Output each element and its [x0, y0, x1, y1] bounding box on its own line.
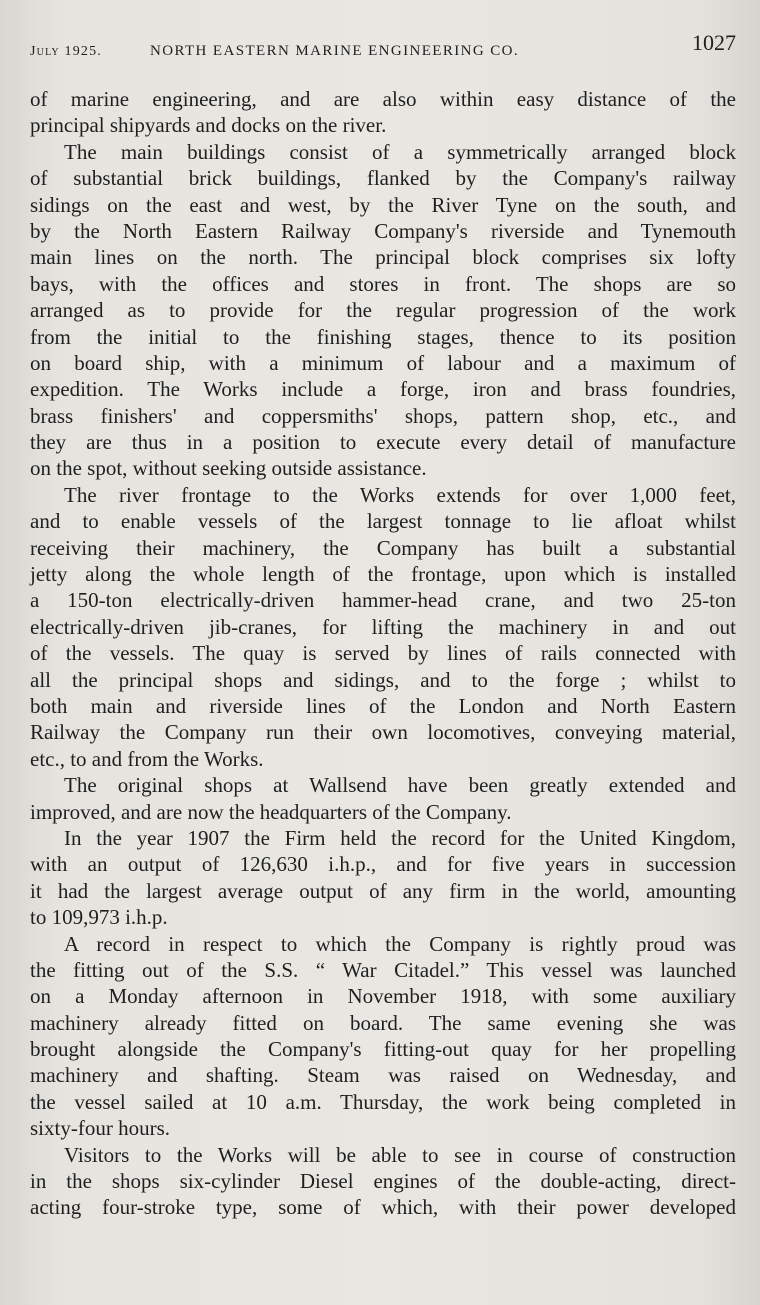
- header-title: NORTH EASTERN MARINE ENGINEERING CO.: [150, 43, 520, 59]
- body-text: [30, 86, 736, 1221]
- text-line: all the principal shops and sidings, and to the forge ; whilst to: [30, 667, 736, 692]
- text-line: The original shops at Wallsend have been greatly extended and: [64, 773, 736, 798]
- text-line: principal shipyards and docks on the river.: [30, 113, 387, 138]
- text-line: of substantial brick buildings, flanked by the Company's railway: [30, 166, 736, 191]
- text-line: sidings on the east and west, by the River Tyne on the south, and: [30, 192, 736, 217]
- text-line: both main and riverside lines of the London and North Eastern: [30, 693, 736, 718]
- text-line: Railway the Company run their own locomotives, conveying material,: [30, 720, 736, 745]
- text-line: with an output of 126,630 i.h.p., and for five years in succession: [30, 852, 736, 877]
- text-line: brass finishers' and coppersmiths' shops, pattern shop, etc., and: [30, 403, 736, 428]
- text-line: arranged as to provide for the regular progression of the work: [30, 298, 736, 323]
- text-line: and to enable vessels of the largest tonnage to lie afloat whilst: [30, 509, 736, 534]
- text-line: from the initial to the finishing stages, thence to its position: [30, 324, 736, 349]
- text-line: a 150-ton electrically-driven hammer-head crane, and two 25-ton: [30, 588, 736, 613]
- text-line: brought alongside the Company's fitting-out quay for her propelling: [30, 1037, 736, 1062]
- running-header: [30, 30, 736, 64]
- text-line: bays, with the offices and stores in front. The shops are so: [30, 271, 736, 296]
- text-line: of marine engineering, and are also within easy distance of the: [30, 87, 736, 111]
- text-line: A record in respect to which the Company is rightly proud was: [64, 931, 736, 956]
- text-line: The main buildings consist of a symmetrically arranged block: [64, 139, 736, 164]
- text-line: jetty along the whole length of the frontage, upon which is installed: [30, 562, 736, 587]
- text-line: expedition. The Works include a forge, iron and brass foundries,: [30, 377, 736, 402]
- text-line: on the spot, without seeking outside assistance.: [30, 456, 427, 481]
- text-line: on board ship, with a minimum of labour and a maximum of: [30, 350, 736, 375]
- text-line: Visitors to the Works will be able to see in course of construction: [64, 1142, 736, 1167]
- text-line: The river frontage to the Works extends for over 1,000 feet,: [64, 482, 736, 507]
- text-line: they are thus in a position to execute every detail of manufacture: [30, 430, 736, 455]
- text-line: machinery and shafting. Steam was raised on Wednesday, and: [30, 1063, 736, 1088]
- text-line: on a Monday afternoon in November 1918, with some auxiliary: [30, 984, 736, 1009]
- text-line: the fitting out of the S.S. “ War Citadel.” This vessel was launched: [30, 957, 736, 982]
- text-line: electrically-driven jib-cranes, for lifting the machinery in and out: [30, 614, 736, 639]
- text-line: In the year 1907 the Firm held the record for the United Kingdom,: [64, 825, 736, 850]
- text-line: main lines on the north. The principal block comprises six lofty: [30, 245, 736, 270]
- text-line: to 109,973 i.h.p.: [30, 905, 168, 930]
- header-date: July 1925.: [30, 44, 102, 59]
- text-line: sixty-four hours.: [30, 1116, 170, 1141]
- page-number: 1027: [692, 30, 736, 55]
- text-line: machinery already fitted on board. The same evening she was: [30, 1010, 736, 1035]
- text-line: acting four-stroke type, some of which, with their power developed: [30, 1195, 736, 1220]
- text-line: the vessel sailed at 10 a.m. Thursday, the work being completed in: [30, 1089, 736, 1114]
- text-line: in the shops six-cylinder Diesel engines of the double-acting, direct-: [30, 1169, 736, 1194]
- text-line: of the vessels. The quay is served by lines of rails connected with: [30, 641, 736, 666]
- text-line: receiving their machinery, the Company has built a substantial: [30, 535, 736, 560]
- text-line: it had the largest average output of any firm in the world, amounting: [30, 878, 736, 903]
- text-line: etc., to and from the Works.: [30, 746, 264, 771]
- text-line: improved, and are now the headquarters of the Company.: [30, 799, 512, 824]
- text-line: by the North Eastern Railway Company's riverside and Tynemouth: [30, 218, 736, 243]
